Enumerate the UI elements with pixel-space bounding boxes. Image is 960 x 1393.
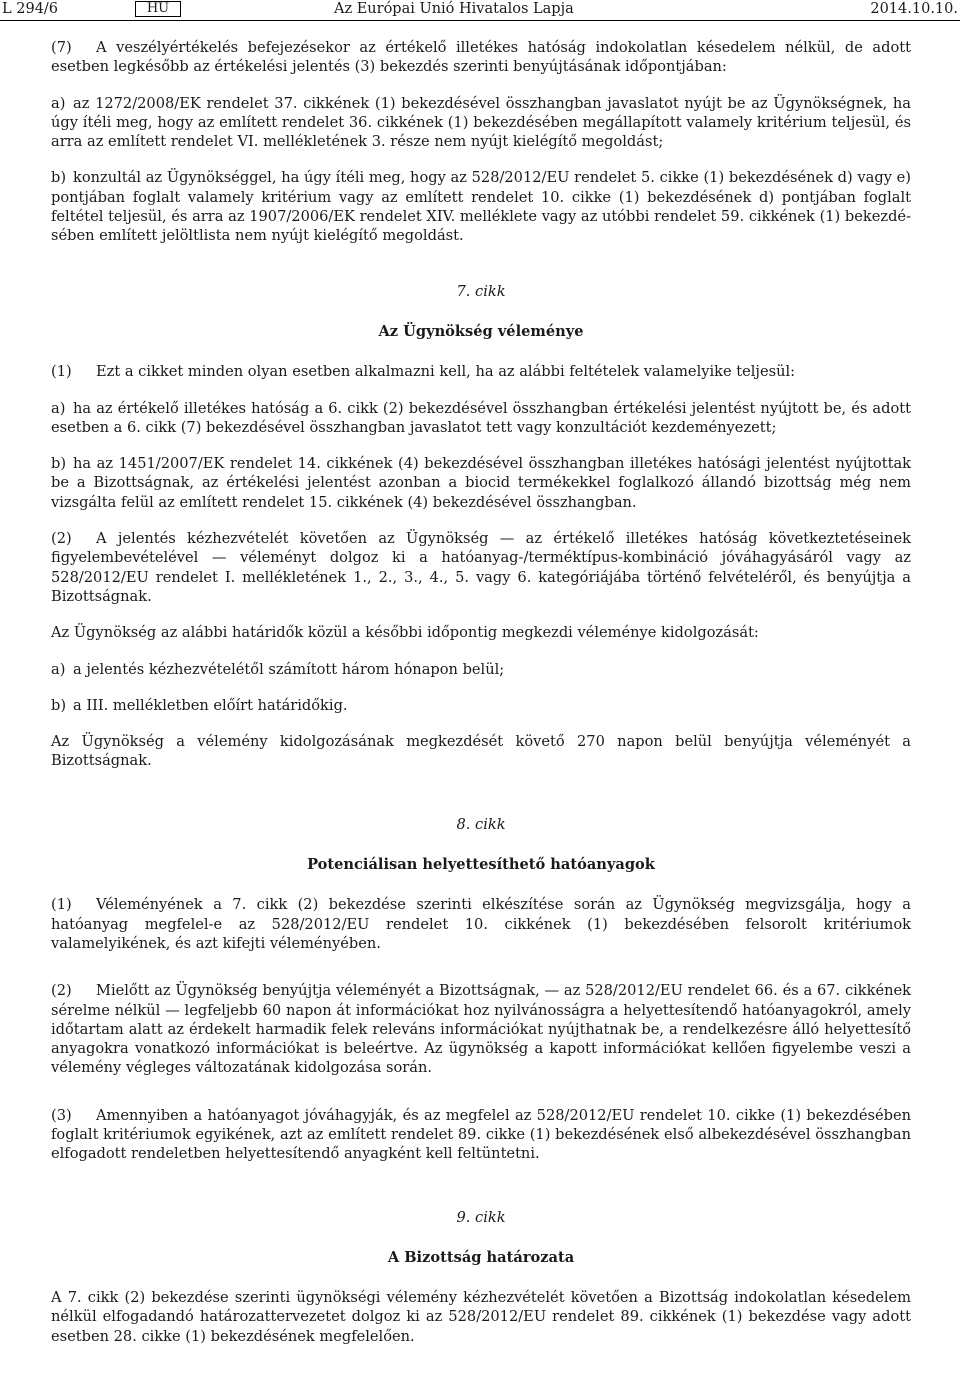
paragraph-number: (3) <box>51 1106 72 1124</box>
article-8-paragraph-2 <box>51 981 911 1077</box>
point-label: b) <box>51 169 67 187</box>
article-7-intro: Az Ügynökség az alábbi határidők közül a későbbi időpontig megkezdi véleménye kidolgozását: <box>51 624 759 642</box>
article-7-paragraph-1 <box>51 362 911 381</box>
article-7-paragraph-2 <box>51 529 911 606</box>
article-7-title: Az Ügynökség véleménye <box>378 322 584 340</box>
point-label: a) <box>51 94 66 112</box>
article-7-number: 7. cikk <box>456 282 506 300</box>
paragraph-number: (2) <box>51 982 72 1000</box>
article-8-number: 8. cikk <box>456 815 506 833</box>
paragraph-number: (1) <box>51 363 72 381</box>
point-label: a) <box>51 399 66 417</box>
article-8-paragraph-1 <box>51 895 911 953</box>
paragraph-number: (2) <box>51 530 72 548</box>
page-header <box>0 0 960 21</box>
paragraph-text: Véleményének a 7. cikk (2) bekezdése szerinti elkészítése során az Ügynökség megvizsgálja, hogy a hatóanyag megfelel-e az 528/2012/EU rendelet 10. cikkének (1) bekezdésében felsorolt kritériumok valamelyikének, és azt kifejti véleményében. <box>51 896 911 952</box>
paragraph-text: A veszélyértékelés befejezésekor az értékelő illetékes hatóság indokolatlan késedelem nélkül, de adott esetben legkésőbb az értékelési jelentés (3) bekezdés szerinti benyújtásának időpontjában: <box>51 39 911 76</box>
point-a <box>51 94 911 152</box>
paragraph-text: Ezt a cikket minden olyan esetben alkalmazni kell, ha az alábbi feltételek valamelyike teljesül: <box>96 363 796 381</box>
article-9-number: 9. cikk <box>456 1208 506 1226</box>
article-7-final: Az Ügynökség a vélemény kidolgozásának megkezdését követő 270 napon belül benyújtja véleményét a Bizottságnak. <box>51 733 911 770</box>
point-text: a jelentés kézhezvételétől számított három hónapon belül; <box>73 660 505 678</box>
article-9-title: A Bizottság határozata <box>387 1248 575 1266</box>
language-code-box: HU <box>135 1 181 17</box>
point-text: a III. mellékletben előírt határidőkig. <box>73 696 348 714</box>
point-text: konzultál az Ügynökséggel, ha úgy ítéli meg, hogy az 528/2012/EU rendelet 5. cikke (1) bekezdésének d) vagy e) pontjában foglalt valamely kritérium vagy az említett rendelet 10. cikke (1) bekezdésének d) pontjában foglalt feltétel teljesül, és arra az 1907/2006/EK rendelet XIV. melléklete vagy az utóbbi rendelet 59. cikkének (1) bekezdésében említett jelöltlista nem nyújt kielégítő megoldást. <box>51 169 911 245</box>
point-b <box>51 168 911 245</box>
document-body <box>51 38 911 1363</box>
paragraph-text: Mielőtt az Ügynökség benyújtja véleményét a Bizottságnak, — az 528/2012/EU rendelet 66. és a 67. cikkének sérelme nélkül — legfeljebb 60 napon át információkat hoz nyilvánosságra a helyettesítendő hatóanyagokról, amely időtartam alatt az érdekelt harmadik felek releváns információkat nyújthatnak be, a rendelkezésre álló helyettesítő anyagokra vonatkozó információkat is beleértve. Az ügynökség a kapott információkat kellően figyelembe veszi a vélemény végleges változatának kidolgozása során. <box>51 982 911 1077</box>
article-8-title: Potenciálisan helyettesíthető hatóanyagok <box>307 856 655 874</box>
point-label: b) <box>51 455 67 473</box>
publication-date: 2014.10.10. <box>870 1 958 17</box>
point-a <box>51 660 911 679</box>
article-8-paragraph-3 <box>51 1106 911 1164</box>
point-a <box>51 399 911 438</box>
point-text: az 1272/2008/EK rendelet 37. cikkének (1) bekezdésével összhangban javaslatot nyújt be az Ügynökségnek, ha úgy ítéli meg, hogy az említett rendelet 36. cikkének (1) bekezdésében megállapított valamely kritérium teljesül, és arra az említett rendelet VI. mellékletének 3. része nem nyújt kielégítő megoldást; <box>51 94 911 151</box>
point-b <box>51 454 911 512</box>
point-label: a) <box>51 660 66 678</box>
paragraph-number: (7) <box>51 39 72 56</box>
paragraph-text: Amennyiben a hatóanyagot jóváhagyják, és az megfelel az 528/2012/EU rendelet 10. cikke (1) bekezdésében foglalt kritériumok egyikének, azt az említett rendelet 89. cikke (1) bekezdésének első albekezdésével összhangban elfogadott rendeletben helyettesítendő anyagként kell feltüntetni. <box>51 1106 911 1163</box>
paragraph-number: (1) <box>51 896 72 914</box>
journal-title: Az Európai Unió Hivatalos Lapja <box>334 1 574 17</box>
point-label: b) <box>51 696 67 714</box>
point-text: ha az 1451/2007/EK rendelet 14. cikkének (4) bekezdésével összhangban illetékes hatósági jelentést nyújtottak be a Bizottságnak, az értékelési jelentést azonban a biocid termékekkel foglalkozó állandó bizottság még nem vizsgálta felül az említett rendelet 15. cikkének (4) bekezdésével összhangban. <box>51 455 911 511</box>
article-9-text: A 7. cikk (2) bekezdése szerinti ügynökségi vélemény kézhezvételét követően a Bizottság indokolatlan késedelem nélkül elfogadandó határozattervezetet dolgoz ki az 528/2012/EU rendelet 89. cikkének (1) bekezdése vagy adott esetben 28. cikke (1) bekezdésének megfelelően. <box>51 1289 911 1345</box>
point-text: ha az értékelő illetékes hatóság a 6. cikk (2) bekezdésével összhangban értékelési jelentést nyújtott be, és adott esetben a 6. cikk (7) bekezdésével összhangban javaslatot tett vagy konzultációt kezdeményezett; <box>51 399 911 436</box>
paragraph-text: A jelentés kézhezvételét követően az Ügynökség — az értékelő illetékes hatóság következtetéseinek figyelembevételével — véleményt dolgoz ki a hatóanyag-/terméktípus-kombináció jóváhagyásáról vagy az 528/2012/EU rendelet I. mellékletének 1., 2., 3., 4., 5. vagy 6. kategóriájába történő felvételéről, és benyújtja a Bizottságnak. <box>51 530 911 605</box>
point-b <box>51 696 911 715</box>
page-number: L 294/6 <box>2 1 59 17</box>
paragraph-7 <box>51 38 911 77</box>
